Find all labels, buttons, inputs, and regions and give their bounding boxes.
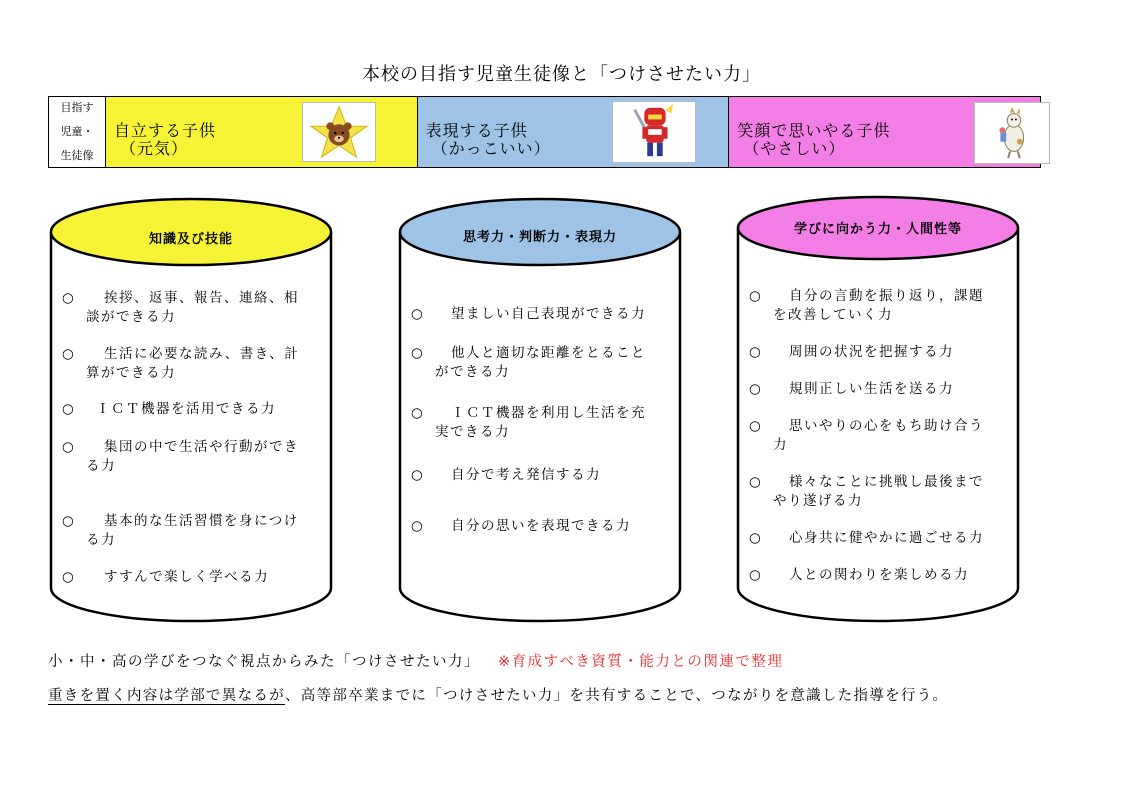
- ability-column-knowledge: [48, 192, 334, 624]
- bullet-circle: ○: [749, 381, 763, 397]
- bullet-circle: ○: [411, 518, 425, 534]
- ability-item-line1: 集団の中で生活や行動ができ: [104, 439, 299, 455]
- profile-header: [49, 97, 106, 167]
- bullet-circle: ○: [749, 530, 763, 546]
- bullet-circle: ○: [749, 418, 763, 434]
- column-title: 知識及び技能: [148, 232, 233, 247]
- profile-cell-subtitle: （かっこいい）: [431, 139, 551, 158]
- ability-item: [62, 345, 324, 383]
- bullet-circle: ○: [62, 439, 76, 455]
- bullet-circle: ○: [749, 474, 763, 490]
- ability-item-line1: 自分で考え発信する力: [451, 467, 601, 483]
- ability-item-line2: 力: [773, 437, 788, 453]
- ability-item-line2: 談ができる力: [86, 309, 176, 325]
- bullet-circle: ○: [411, 405, 425, 421]
- ability-item-line1: ＩＣＴ機器を活用できる力: [96, 401, 276, 417]
- ability-item-line1: 生活に必要な読み、書き、計: [104, 346, 300, 362]
- ability-item: [749, 473, 1011, 511]
- bullet-circle: ○: [411, 345, 425, 361]
- column-title: 学びに向かう力・人間性等: [793, 222, 962, 237]
- ability-item: [749, 417, 1011, 455]
- ability-item: [411, 344, 673, 382]
- ability-item: [62, 289, 324, 327]
- profile-cell-title: 笑顔で思いやる子供: [737, 121, 891, 140]
- profile-cell-independent: [106, 97, 418, 167]
- ability-item: [62, 438, 324, 476]
- ability-column-attitude: [735, 192, 1021, 624]
- ability-item-line1: 望ましい自己表現ができる力: [451, 306, 646, 322]
- ability-item-line1: 規則正しい生活を送る力: [789, 381, 954, 397]
- ability-item: [749, 529, 1011, 548]
- bullet-circle: ○: [411, 306, 425, 322]
- profile-cell-title: 表現する子供: [425, 121, 528, 140]
- footer-note: ※育成すべき資質・能力との関連で整理: [498, 654, 784, 670]
- ability-item: [411, 305, 673, 324]
- ability-item-line2: 実できる力: [435, 424, 510, 440]
- profile-cell-title: 自立する子供: [114, 121, 217, 140]
- bullet-circle: ○: [62, 290, 76, 306]
- bullet-circle: ○: [749, 344, 763, 360]
- page-title: 本校の目指す児童生徒像と「つけさせたい力」: [362, 64, 761, 85]
- profile-cell-expressive: [418, 97, 730, 167]
- ability-column-thinking: [397, 192, 683, 624]
- bird-mascot-icon: [974, 102, 1050, 164]
- ability-item-line1: 自分の言動を振り返り，課題: [789, 288, 984, 304]
- profile-cell-subtitle: （元気）: [120, 139, 189, 158]
- profile-header-line: 児童・: [60, 125, 94, 138]
- footer-underlined-text: 重きを置く内容は学部で異なるが: [48, 688, 285, 704]
- bullet-circle: ○: [749, 567, 763, 583]
- ability-item-line2: を改善していく力: [773, 307, 893, 323]
- column-title: 思考力・判断力・表現力: [462, 230, 617, 245]
- ability-item-line1: 人との関わりを楽しめる力: [789, 567, 969, 583]
- ability-item: [411, 466, 673, 485]
- ability-item: [62, 512, 324, 550]
- ability-item: [411, 404, 673, 442]
- ability-item-line1: 挨拶、返事、報告、連絡、相: [104, 290, 299, 306]
- bullet-circle: ○: [62, 401, 76, 417]
- ability-item-line1: ＩＣＴ機器を利用し生活を充: [451, 405, 646, 421]
- ability-item: [749, 343, 1011, 362]
- profile-header-line: 目指す: [60, 101, 94, 114]
- footer-description: [48, 684, 948, 705]
- ability-item: [62, 400, 324, 419]
- bullet-circle: ○: [411, 467, 425, 483]
- cylinder-shape: [735, 192, 1021, 624]
- bullet-circle: ○: [62, 569, 76, 585]
- ability-item-line1: 心身共に健やかに過ごせる力: [789, 530, 984, 546]
- profile-header-line: 生徒像: [60, 149, 94, 162]
- ability-item-line2: ができる力: [435, 364, 510, 380]
- bullet-circle: ○: [62, 346, 76, 362]
- ability-item-line1: 周囲の状況を把握する力: [789, 344, 954, 360]
- ability-item-line1: 自分の思いを表現できる力: [451, 518, 631, 534]
- ability-item: [749, 287, 1011, 325]
- hero-mascot-icon: [612, 101, 696, 163]
- ability-item-line2: る力: [86, 458, 116, 474]
- student-profile-table: [48, 96, 1041, 168]
- ability-item-line1: 思いやりの心をもち助け合う: [789, 418, 984, 434]
- ability-item: [62, 568, 324, 587]
- ability-item-line1: 様々なことに挑戦し最後まで: [789, 474, 984, 490]
- footer-heading-text: 小・中・高の学びをつなぐ視点からみた「つけさせたい力」: [48, 654, 480, 670]
- ability-item: [749, 566, 1011, 585]
- footer-heading: [48, 650, 783, 671]
- ability-item-line2: やり遂げる力: [773, 493, 863, 509]
- bullet-circle: ○: [749, 288, 763, 304]
- ability-item: [749, 380, 1011, 399]
- bullet-circle: ○: [62, 513, 76, 529]
- ability-item-line1: すすんで楽しく学べる力: [104, 569, 270, 585]
- ability-item: [411, 517, 673, 536]
- ability-item-line2: る力: [86, 532, 116, 548]
- profile-cell-subtitle: （やさしい）: [743, 139, 846, 158]
- bear-star-mascot-icon: [302, 102, 376, 162]
- ability-item-line1: 基本的な生活習慣を身につけ: [104, 513, 299, 529]
- ability-item-line2: 算ができる力: [86, 365, 176, 381]
- footer-rest-text: 、高等部卒業までに「つけさせたい力」を共有することで、つながりを意識した指導を行う。: [285, 688, 949, 704]
- profile-cell-kind: [729, 97, 1040, 167]
- ability-item-line1: 他人と適切な距離をとること: [451, 345, 646, 361]
